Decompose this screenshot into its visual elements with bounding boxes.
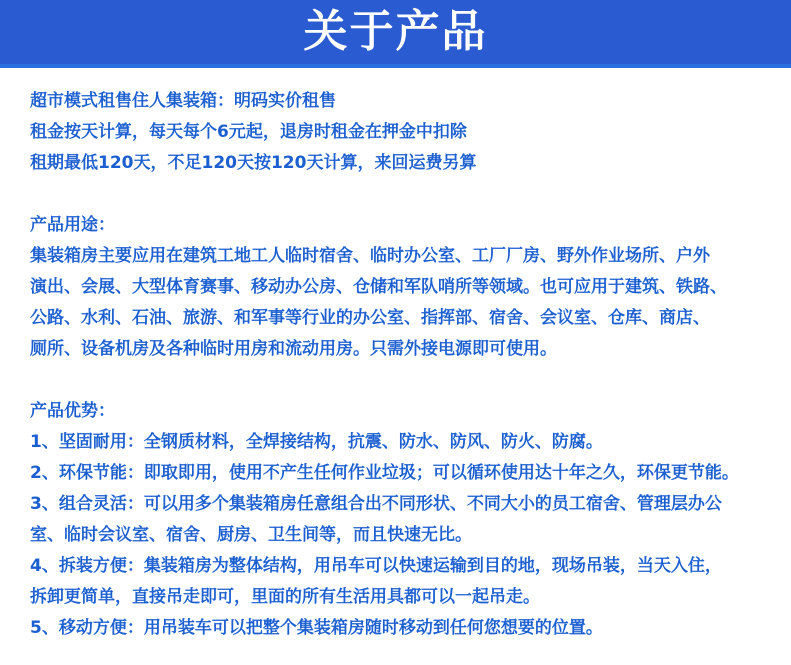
intro-line: 超市模式租售住人集装箱：明码实价租售 (30, 91, 336, 111)
section-spacer (30, 365, 782, 396)
advantage-line: 4、拆装方便：集装箱房为整体结构，用吊车可以快速运输到目的地，现场吊装，当天入住， (30, 556, 722, 576)
header-banner (0, 0, 791, 68)
advantage-line: 5、移动方便：用吊装车可以把整个集装箱房随时移动到任何您想要的位置。 (30, 618, 603, 638)
intro-line: 租金按天计算，每天每个6元起，退房时租金在押金中扣除 (30, 122, 467, 142)
usage-line: 公路、水利、石油、旅游、和军事等行业的办公室、指挥部、宿舍、会议室、仓库、商店、 (30, 308, 710, 328)
product-description (30, 86, 782, 644)
usage-line: 演出、会展、大型体育赛事、移动办公房、仓储和军队哨所等领域。也可应用于建筑、铁路、 (30, 277, 727, 297)
advantage-line: 拆卸更简单，直接吊走即可，里面的所有生活用具都可以一起吊走。 (30, 587, 540, 607)
page-title: 关于产品 (303, 6, 488, 57)
usage-heading: 产品用途： (30, 215, 115, 235)
section-spacer (30, 179, 782, 210)
intro-line: 租期最低120天，不足120天按120天计算，来回运费另算 (30, 153, 477, 173)
usage-line: 集装箱房主要应用在建筑工地工人临时宿舍、临时办公室、工厂厂房、野外作业场所、户外 (30, 246, 710, 266)
advantage-line: 3、组合灵活：可以用多个集装箱房任意组合出不同形状、不同大小的员工宿舍、管理层办公 (30, 494, 722, 514)
usage-line: 厕所、设备机房及各种临时用房和流动用房。只需外接电源即可使用。 (30, 339, 557, 359)
advantage-line: 室、临时会议室、宿舍、厨房、卫生间等，而且快速无比。 (30, 525, 472, 545)
advantage-line: 1、坚固耐用：全钢质材料，全焊接结构，抗震、防水、防风、防火、防腐。 (30, 432, 603, 452)
advantages-heading: 产品优势： (30, 401, 115, 421)
advantage-line: 2、环保节能：即取即用，使用不产生任何作业垃圾；可以循环使用达十年之久，环保更节能。 (30, 463, 739, 483)
